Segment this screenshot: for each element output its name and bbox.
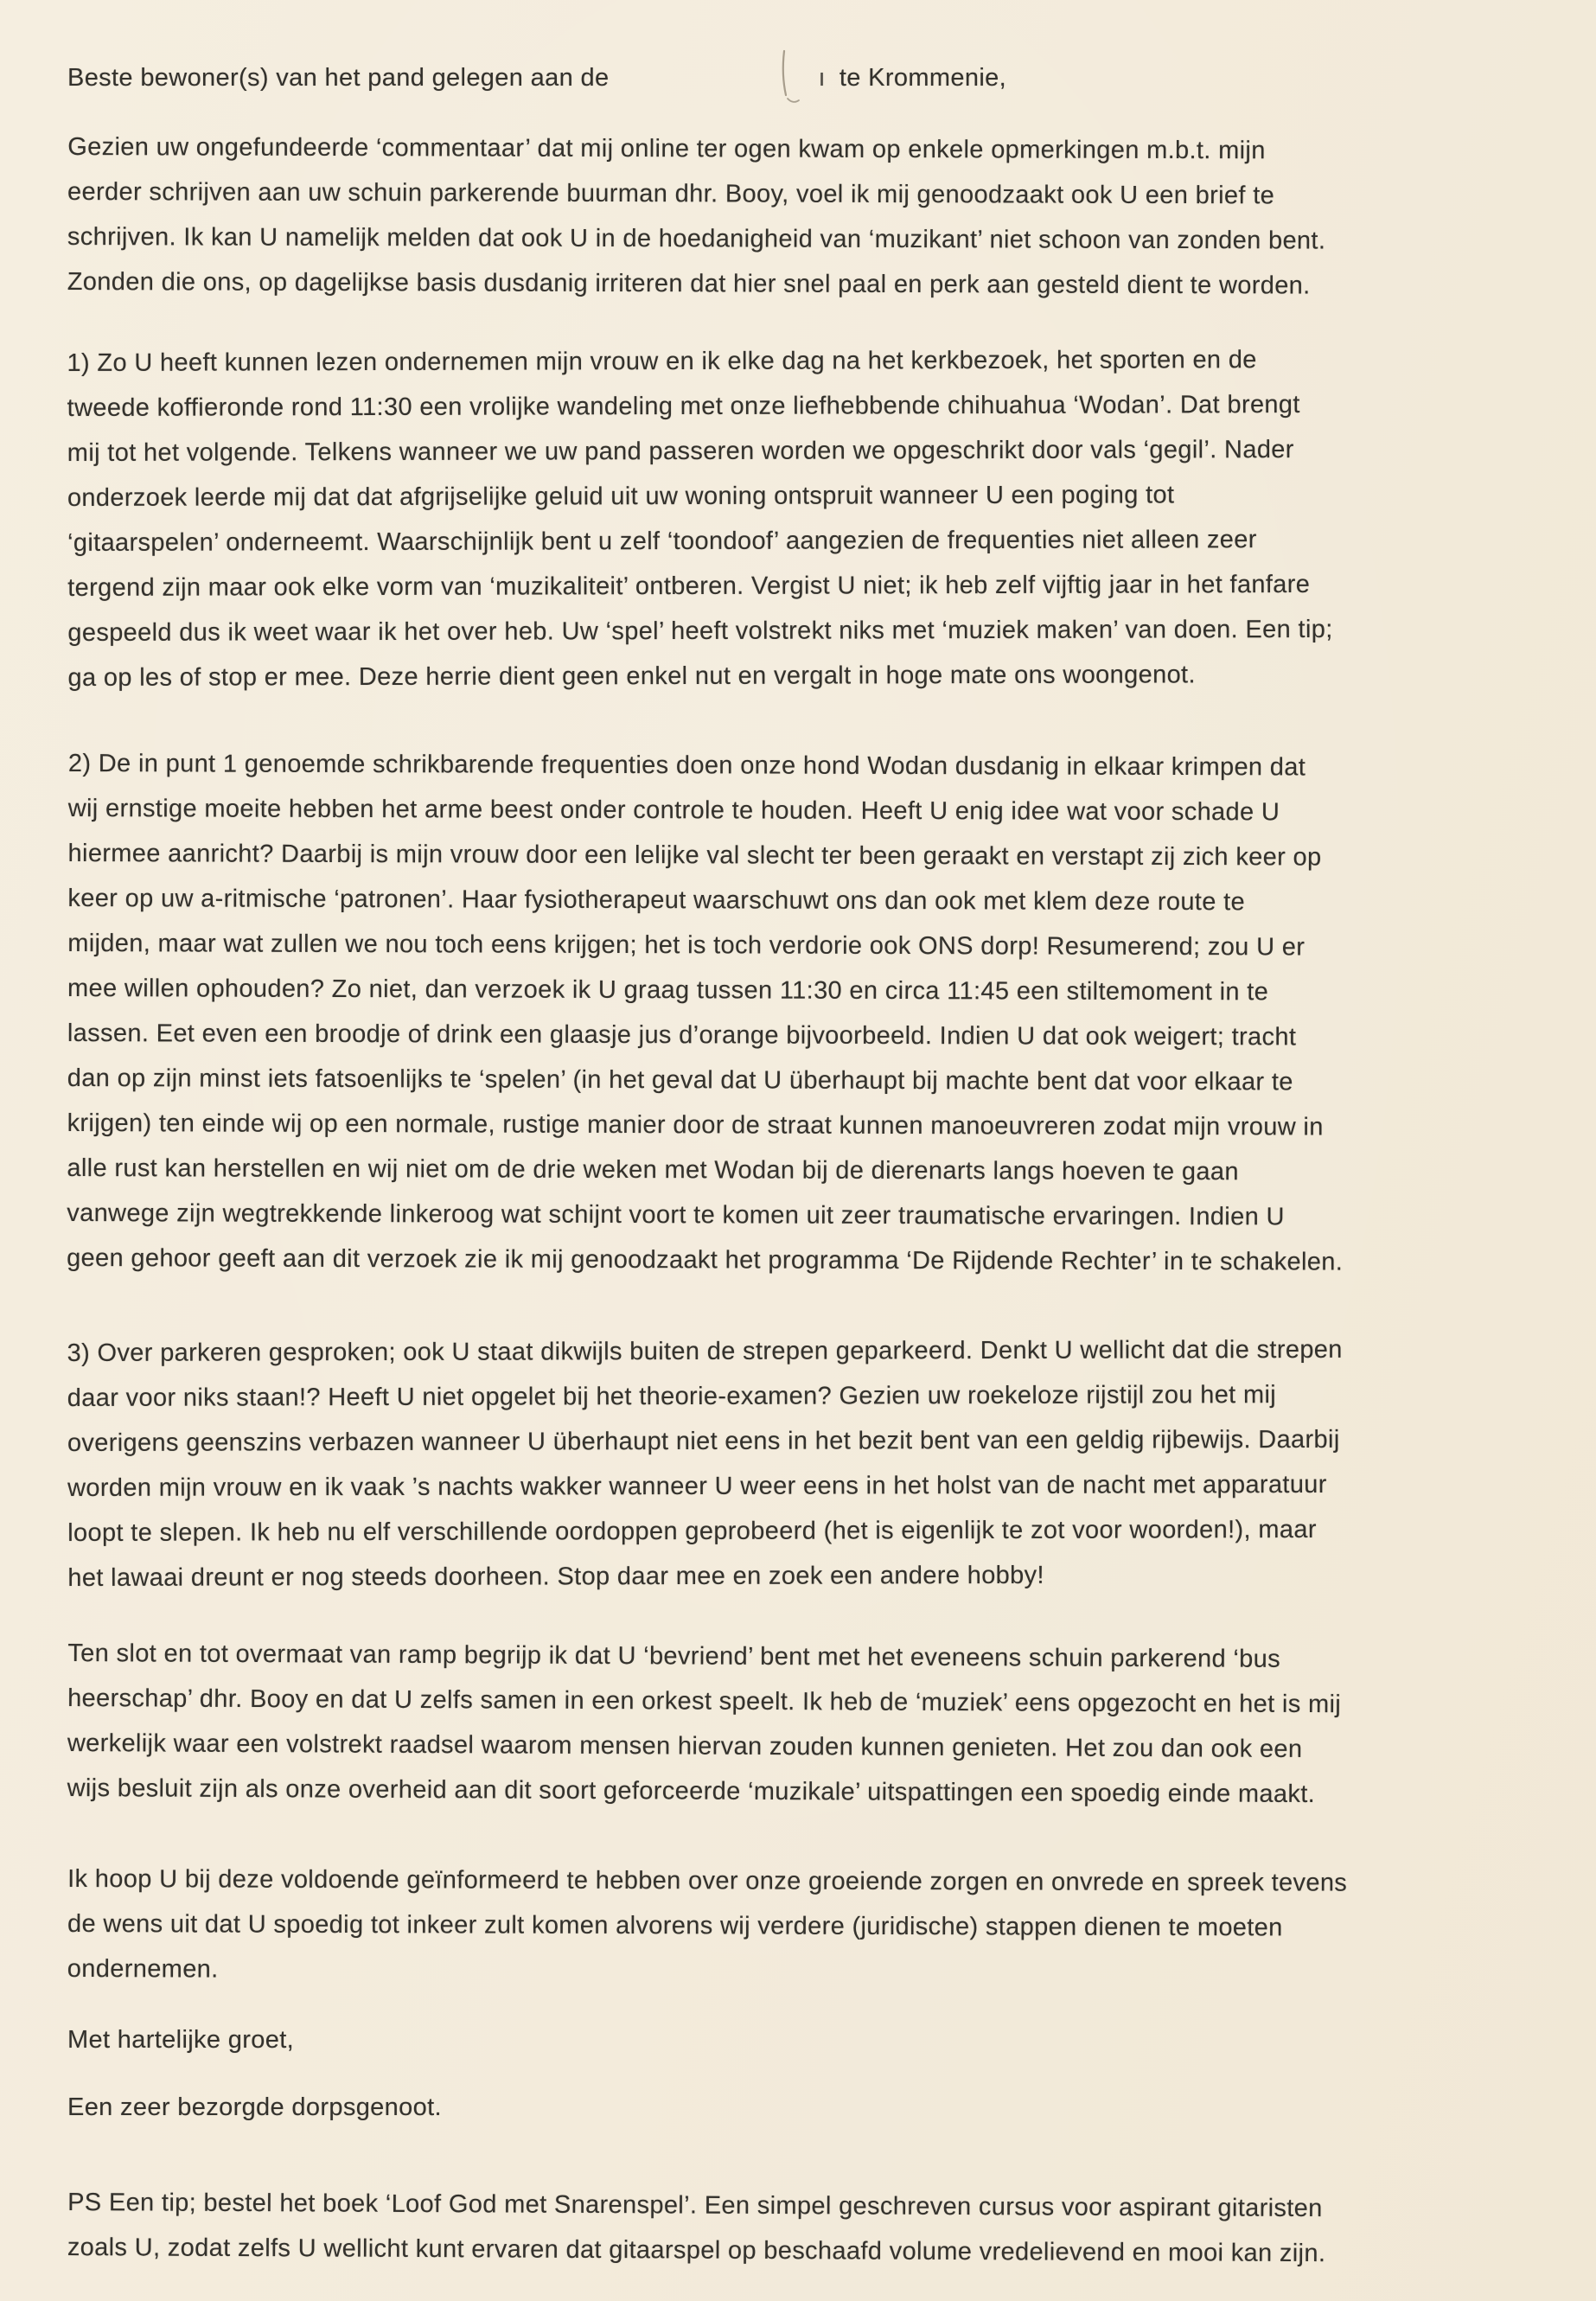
paragraph-closing-friendship: Ten slot en tot overmaat van ramp begrijp ik dat U ‘bevriend’ bent met het eveneens schuin parkerend ‘bus heerschap’ dhr. Booy en dat U zelfs samen in een orkest speelt. Ik heb de ‘muziek’ eens opgezocht en het is mij werkelijk waar een volstrekt raadsel waarom mensen hiervan zouden kunnen genieten. Het zou dan ook een wijs besluit zijn als onze overheid aan dit soort geforceerde ‘muzikale’ uitspattingen een spoedig einde maakt. <box>67 1639 1342 1809</box>
signoff-line: Met hartelijke groet, <box>67 2026 295 2054</box>
postscript: PS Een tip; bestel het boek ‘Loof God met Snarenspel’. Een simpel geschreven cursus voor aspirant gitaristen zoals U, zodat zelfs U wellicht kunt ervaren dat gitaarspel op beschaafd volume vredelievend en mooi kan zijn. <box>67 2189 1326 2268</box>
paragraph-point-3: 3) Over parkeren gesproken; ook U staat dikwijls buiten de strepen geparkeerd. Denkt U wellicht dat die strepen daar voor niks staan!? Heeft U niet opgelet bij het theorie-examen? Gezien uw roekeloze rijstijl zou het mij overigens geenszins verbazen wanneer U überhaupt niet eens in het bezit bent van een geldig rijbewijs. Daarbij worden mijn vrouw en ik vaak ’s nachts wakker wanneer U weer eens in het holst van de nacht met apparatuur loopt te slepen. Ik heb nu elf verschillende oordoppen geprobeerd (het is eigenlijk te zot voor woorden!), maar het lawaai dreunt er nog steeds doorheen. Stop daar mee en zoek een andere hobby! <box>67 1335 1343 1592</box>
paragraph-closing-hope: Ik hoop U bij deze voldoende geïnformeerd te hebben over onze groeiende zorgen en onvrede en spreek tevens de wens uit dat U spoedig tot inkeer zult komen alvorens wij verdere (juridische) stappen dienen te moeten ondernemen. <box>67 1865 1348 1984</box>
erased-address-gap <box>609 55 818 100</box>
erased-address-remnant: ı <box>818 64 826 92</box>
pen-stroke-mark <box>778 48 808 105</box>
salutation-line <box>67 55 1542 100</box>
paragraph-point-1: 1) Zo U heeft kunnen lezen ondernemen mijn vrouw en ik elke dag na het kerkbezoek, het sporten en de tweede koffieronde rond 11:30 een vrolijke wandeling met onze liefhebbende chihuahua ‘Wodan’. Dat brengt mij tot het volgende. Telkens wanneer we uw pand passeren worden we opgeschrikt door vals ‘gegil’. Nader onderzoek leerde mij dat dat afgrijselijke geluid uit uw woning ontspruit wanneer U een poging tot ‘gitaarspelen’ onderneemt. Waarschijnlijk bent u zelf ‘toondoof’ aangezien de frequenties niet alleen zeer tergend zijn maar ook elke vorm van ‘muzikaliteit’ ontberen. Vergist U niet; ik heb zelf vijftig jaar in het fanfare gespeeld dus ik weet waar ik het over heb. Uw ‘spel’ heeft volstrekt niks met ‘muziek maken’ van doen. Een tip; ga op les of stop er mee. Deze herrie dient geen enkel nut en vergalt in hoge mate ons woongenot. <box>67 346 1333 692</box>
signature-line: Een zeer bezorgde dorpsgenoot. <box>67 2093 442 2121</box>
salutation-text-before: Beste bewoner(s) van het pand gelegen aan de <box>67 64 610 92</box>
salutation-text-after: te Krommenie, <box>839 64 1006 92</box>
paragraph-intro: Gezien uw ongefundeerde ‘commentaar’ dat mij online ter ogen kwam op enkele opmerkingen m.b.t. mijn eerder schrijven aan uw schuin parkerende buurman dhr. Booy, voel ik mij genoodzaakt ook U een brief te schrijven. Ik kan U namelijk melden dat ook U in de hoedanigheid van ‘muzikant’ niet schoon van zonden bent. Zonden die ons, op dagelijkse basis dusdanig irriteren dat hier snel paal en perk aan gesteld dient te worden. <box>67 133 1326 300</box>
paragraph-point-2: 2) De in punt 1 genoemde schrikbarende frequenties doen onze hond Wodan dusdanig in elkaar krimpen dat wij ernstige moeite hebben het arme beest onder controle te houden. Heeft U enig idee wat voor schade U hiermee aanricht? Daarbij is mijn vrouw door een lelijke val slecht ter been geraakt en verstapt zij zich keer op keer op uw a-ritmische ‘patronen’. Haar fysiotherapeut waarschuwt ons dan ook met klem deze route te mijden, maar wat zullen we nou toch eens krijgen; het is toch verdorie ook ONS dorp! Resumerend; zou U er mee willen ophouden? Zo niet, dan verzoek ik U graag tussen 11:30 en circa 11:45 een stiltemoment in te lassen. Eet even een broodje of drink een glaasje jus d’orange bijvoorbeeld. Indien U dat ook weigert; tracht dan op zijn minst iets fatsoenlijks te ‘spelen’ (in het geval dat U überhaupt bij machte bent dat voor elkaar te krijgen) ten einde wij op een normale, rustige manier door de straat kunnen manoeuvreren zodat mijn vrouw in alle rust kan herstellen en wij niet om de drie weken met Wodan bij de dierenarts langs hoeven te gaan vanwege zijn wegtrekkende linkeroog wat schijnt voort te komen uit zeer traumatische ervaringen. Indien U geen gehoor geeft aan dit verzoek zie ik mij genoodzaakt het programma ‘De Rijdende Rechter’ in te schakelen. <box>67 750 1344 1276</box>
